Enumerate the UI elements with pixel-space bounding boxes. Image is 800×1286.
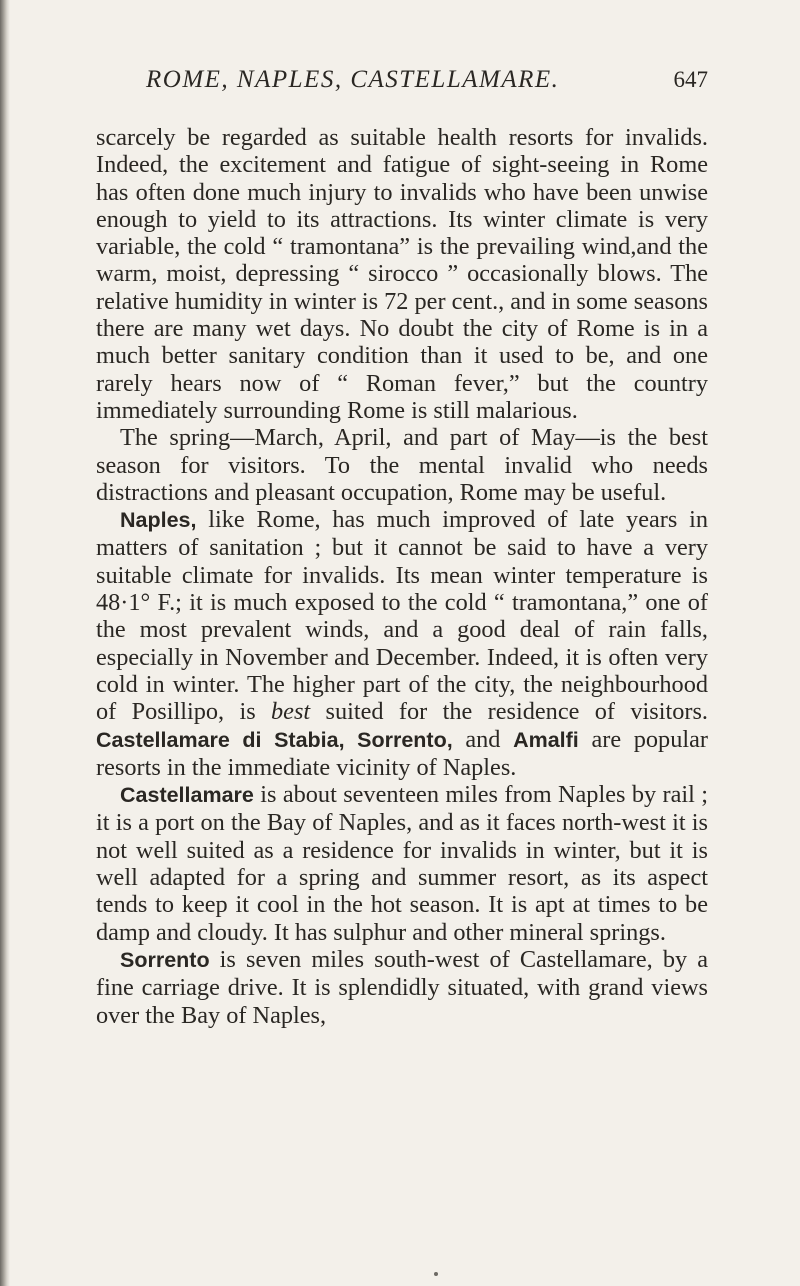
body-text: [96, 124, 708, 1029]
paragraph-rome-spring: The spring—March, April, and part of May—is the best season for visitors. To the mental invalid who needs distractions and pleasant occupation, Rome may be useful.: [96, 424, 708, 506]
running-title: ROME, NAPLES, CASTELLAMARE.: [146, 66, 560, 93]
naples-text-4: are popular resorts in the immediate vicinity of Naples.: [96, 725, 708, 781]
heading-amalfi: Amalfi: [513, 727, 579, 752]
castellamare-text: is about seventeen miles from Naples by rail ; it is a port on the Bay of Naples, and as it faces north-west it is not well suited as a residence for invalids in winter, but it is well adapted for a spring and summer resort, as its aspect tends to keep it cool in the hot season. It is apt at times to be damp and cloudy. It has sulphur and other mineral springs.: [96, 781, 708, 946]
paragraph-sorrento: [96, 946, 708, 1029]
naples-text-1: like Rome, has much improved of late years in matters of sanitation ; but it cannot be said to have a very suitable climate for invalids. Its mean winter temperature is 48·1° F.; it is much exposed to the cold “ tramontana,” one of the most prevalent winds, and a good deal of rain falls, especially in November and December. Indeed, it is often very cold in winter. The higher part of the city, the neighbourhood of Posillipo, is: [96, 506, 708, 726]
heading-castellamare: Castellamare: [120, 783, 254, 808]
page-number: 647: [673, 67, 708, 92]
heading-castellamare-sorrento: Castellamare di Stabia, Sorrento,: [96, 727, 453, 752]
naples-text-3: and: [452, 725, 514, 753]
sorrento-text: is seven miles south-west of Castellamare, by a fine carriage drive. It is splendidly situated, with grand views over the Bay of Naples,: [96, 945, 708, 1029]
heading-sorrento: Sorrento: [120, 947, 210, 972]
print-speck: [434, 1272, 438, 1276]
page-binding-edge: [0, 0, 10, 1286]
naples-emphasis-best: best: [271, 698, 311, 726]
running-header: [96, 62, 708, 102]
paragraph-naples: [96, 506, 708, 781]
naples-text-2: suited for the residence of visitors.: [310, 698, 708, 726]
paragraph-castellamare: [96, 781, 708, 946]
heading-naples: Naples,: [120, 508, 197, 533]
paragraph-rome-climate: scarcely be regarded as suitable health resorts for invalids. Indeed, the excitement and fatigue of sight-seeing in Rome has often done much injury to invalids who have been unwise enough to yield to its attractions. Its winter climate is very variable, the cold “ tramontana” is the prevailing wind,and the warm, moist, depressing “ sirocco ” occasionally blows. The relative humidity in winter is 72 per cent., and in some seasons there are many wet days. No doubt the city of Rome is in a much better sanitary condition than it used to be, and one rarely hears now of “ Roman fever,” but the country immediately surrounding Rome is still malarious.: [96, 124, 709, 424]
book-page: [96, 62, 708, 1029]
